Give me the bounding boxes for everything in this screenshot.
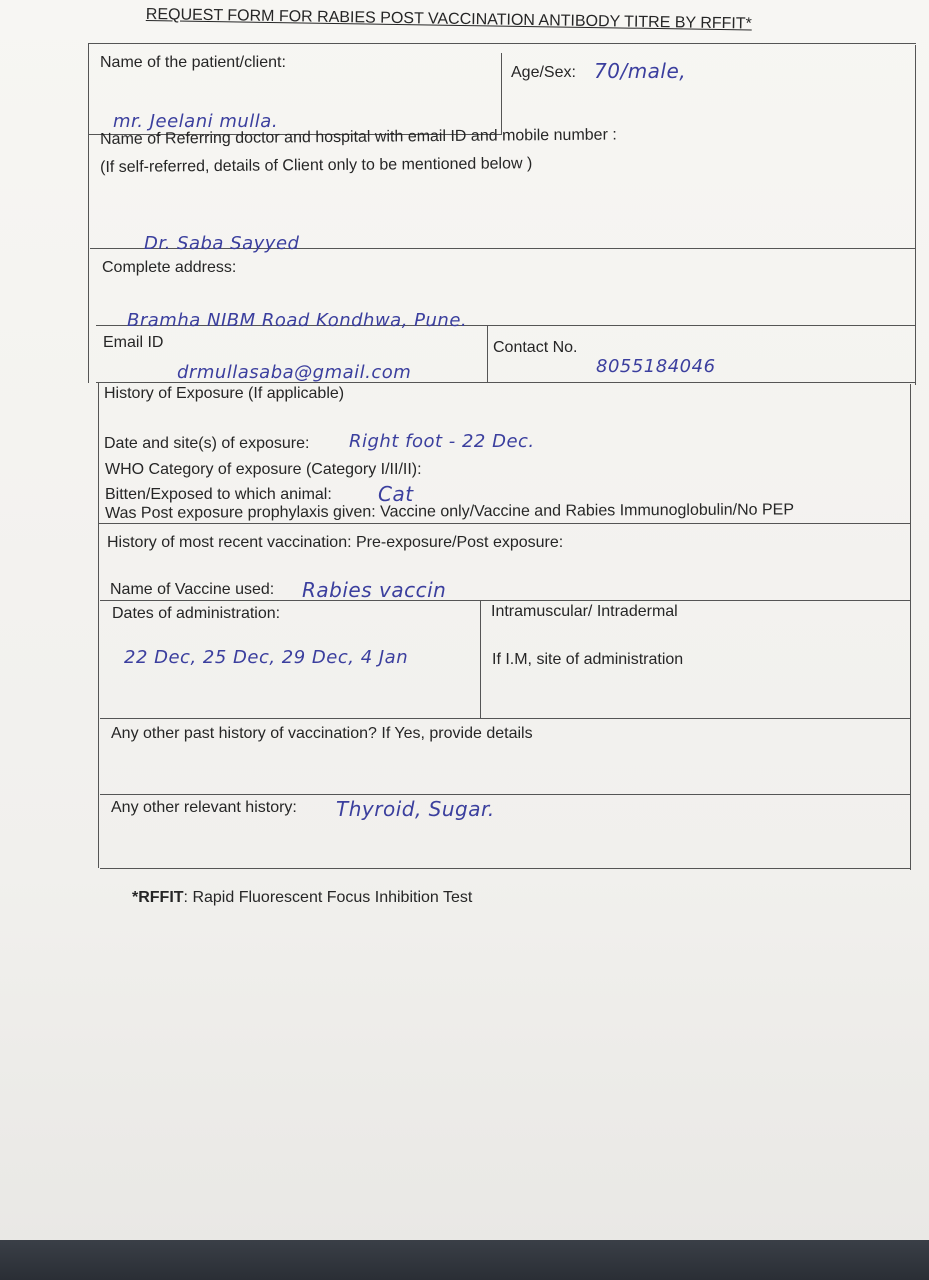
patient-name-label: Name of the patient/client: xyxy=(100,54,286,71)
who-category-label: WHO Category of exposure (Category I/II/II): xyxy=(105,461,422,478)
footnote-abbrev: *RFFIT xyxy=(132,889,184,906)
im-site-label: If I.M, site of administration xyxy=(492,651,684,668)
row-divider-past-history xyxy=(100,794,910,795)
route-label: Intramuscular/ Intradermal xyxy=(491,603,678,620)
past-history-label: Any other past history of vaccination? If Yes, provide details xyxy=(111,725,533,742)
table-right-border-upper xyxy=(915,45,916,385)
relevant-history-value: Thyroid, Sugar. xyxy=(336,797,495,821)
vaccine-name-value: Rabies vaccin xyxy=(302,578,447,602)
table-left-border-upper xyxy=(88,43,89,383)
address-value: Bramha NIBM Road Kondhwa, Pune. xyxy=(127,310,468,331)
contact-value: 8055184046 xyxy=(596,356,716,377)
relevant-history-label: Any other relevant history: xyxy=(111,799,297,816)
age-sex-label: Age/Sex: xyxy=(511,64,576,81)
dates-route-divider xyxy=(480,601,481,718)
contact-label: Contact No. xyxy=(493,339,578,356)
table-top-border xyxy=(88,43,916,44)
email-contact-divider xyxy=(487,326,488,383)
bitten-label: Bitten/Exposed to which animal: xyxy=(105,486,332,503)
pep-label: Was Post exposure prophylaxis given: Vaccine only/Vaccine and Rabies Immunoglobulin/No PEP xyxy=(105,501,795,522)
history-exposure-label: History of Exposure (If applicable) xyxy=(104,385,345,402)
date-site-value: Right foot - 22 Dec. xyxy=(349,431,535,452)
date-site-label: Date and site(s) of exposure: xyxy=(104,435,310,452)
recent-vaccination-label: History of most recent vaccination: Pre-exposure/Post exposure: xyxy=(107,534,564,551)
referring-doctor-value: Dr. Saba Sayyed xyxy=(144,233,300,254)
referring-doctor-label: Name of Referring doctor and hospital with email ID and mobile number : xyxy=(100,126,617,148)
form-title: REQUEST FORM FOR RABIES POST VACCINATION ANTIBODY TITRE BY RFFIT* xyxy=(145,6,752,33)
table-left-border-lower xyxy=(98,383,99,868)
footnote-text: : Rapid Fluorescent Focus Inhibition Test xyxy=(183,889,473,906)
table-bottom-border xyxy=(100,868,910,869)
footnote xyxy=(132,889,472,907)
email-value: drmullasaba@gmail.com xyxy=(177,362,412,383)
background-surface xyxy=(0,1240,929,1280)
dates-administration-value: 22 Dec, 25 Dec, 29 Dec, 4 Jan xyxy=(124,647,409,668)
bitten-value: Cat xyxy=(378,482,414,506)
vaccine-name-label: Name of Vaccine used: xyxy=(110,581,275,598)
patient-name-value: mr. Jeelani mulla. xyxy=(113,111,279,132)
referring-note: (If self-referred, details of Client only to be mentioned below ) xyxy=(100,155,533,176)
dates-administration-label: Dates of administration: xyxy=(112,605,281,622)
row-divider-dates xyxy=(100,718,910,719)
name-age-divider xyxy=(501,53,502,135)
row-divider-vaccine-name xyxy=(100,600,910,601)
email-label: Email ID xyxy=(103,334,164,351)
row-divider-pep xyxy=(98,523,910,524)
address-label: Complete address: xyxy=(102,259,237,276)
age-sex-value: 70/male, xyxy=(594,59,687,83)
table-right-border-lower xyxy=(910,384,911,870)
